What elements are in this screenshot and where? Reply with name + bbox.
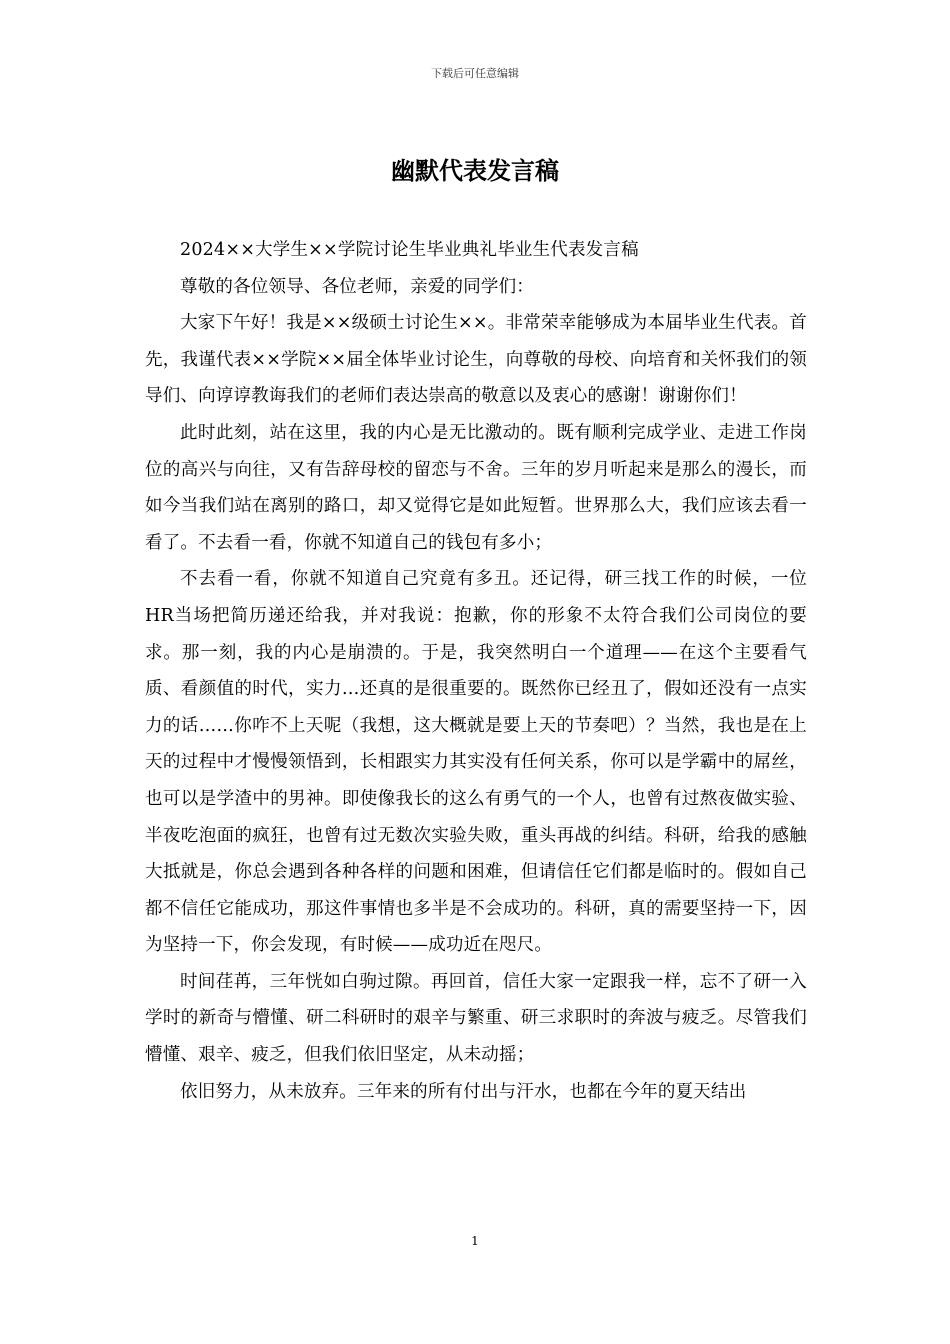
paragraph: 不去看一看，你就不知道自己究竟有多丑。还记得，研三找工作的时候，一位HR当场把简历递还给我，并对我说：抱歉，你的形象不太符合我们公司岗位的要求。那一刻，我的内心是崩溃的。于是，我突然明白一个道理——在这个主要看气质、看颜值的时代，实力…还真的是很重要的。既然你已经丑了，假如还没有一点实力的话……你咋不上天呢（我想，这大概就是要上天的节奏吧）？当然，我也是在上天的过程中才慢慢领悟到，长相跟实力其实没有任何关系，你可以是学霸中的屌丝，也可以是学渣中的男神。即使像我长的这么有勇气的一个人，也曾有过熬夜做实验、半夜吃泡面的疯狂，也曾有过无数次实验失败，重头再战的纠结。科研，给我的感触大抵就是，你总会遇到各种各样的问题和困难，但请信任它们都是临时的。假如自己都不信任它能成功，那这件事情也多半是不会成功的。科研，真的需要坚持一下，因为坚持一下，你会发现，有时候——成功近在咫尺。 bbox=[145, 569, 807, 956]
paragraph: 大家下午好！我是××级硕士讨论生××。非常荣幸能够成为本届毕业生代表。首先，我谨代表××学院××届全体毕业讨论生，向尊敬的母校、向培育和关怀我们的领导们、向谆谆教诲我们的老师们表达崇高的敬意以及衷心的感谢！谢谢你们！ bbox=[145, 313, 807, 407]
document-body bbox=[145, 232, 807, 1110]
header-note: 下载后可任意编辑 bbox=[431, 67, 519, 80]
paragraph-subtitle: 2024××大学生××学院讨论生毕业典礼毕业生代表发言稿 bbox=[180, 240, 639, 260]
paragraph: 依旧努力，从未放弃。三年来的所有付出与汗水，也都在今年的夏天结出 bbox=[180, 1081, 747, 1102]
paragraph: 时间荏苒，三年恍如白驹过隙。再回首，信任大家一定跟我一样，忘不了研一入学时的新奇与懵懂、研二科研时的艰辛与繁重、研三求职时的奔波与疲乏。尽管我们懵懂、艰辛、疲乏，但我们依旧坚定，从未动摇； bbox=[145, 971, 807, 1066]
document-title: 幽默代表发言稿 bbox=[391, 157, 559, 185]
page-number: 1 bbox=[471, 1234, 479, 1248]
paragraph-salutation: 尊敬的各位领导、各位老师，亲爱的同学们： bbox=[180, 276, 534, 297]
paragraph: 此时此刻，站在这里，我的内心是无比激动的。既有顺利完成学业、走进工作岗位的高兴与向往，又有告辞母校的留恋与不舍。三年的岁月听起来是那么的漫长，而如今当我们站在离别的路口，却又觉得它是如此短暂。世界那么大，我们应该去看一看了。不去看一看，你就不知道自己的钱包有多小； bbox=[145, 422, 807, 553]
